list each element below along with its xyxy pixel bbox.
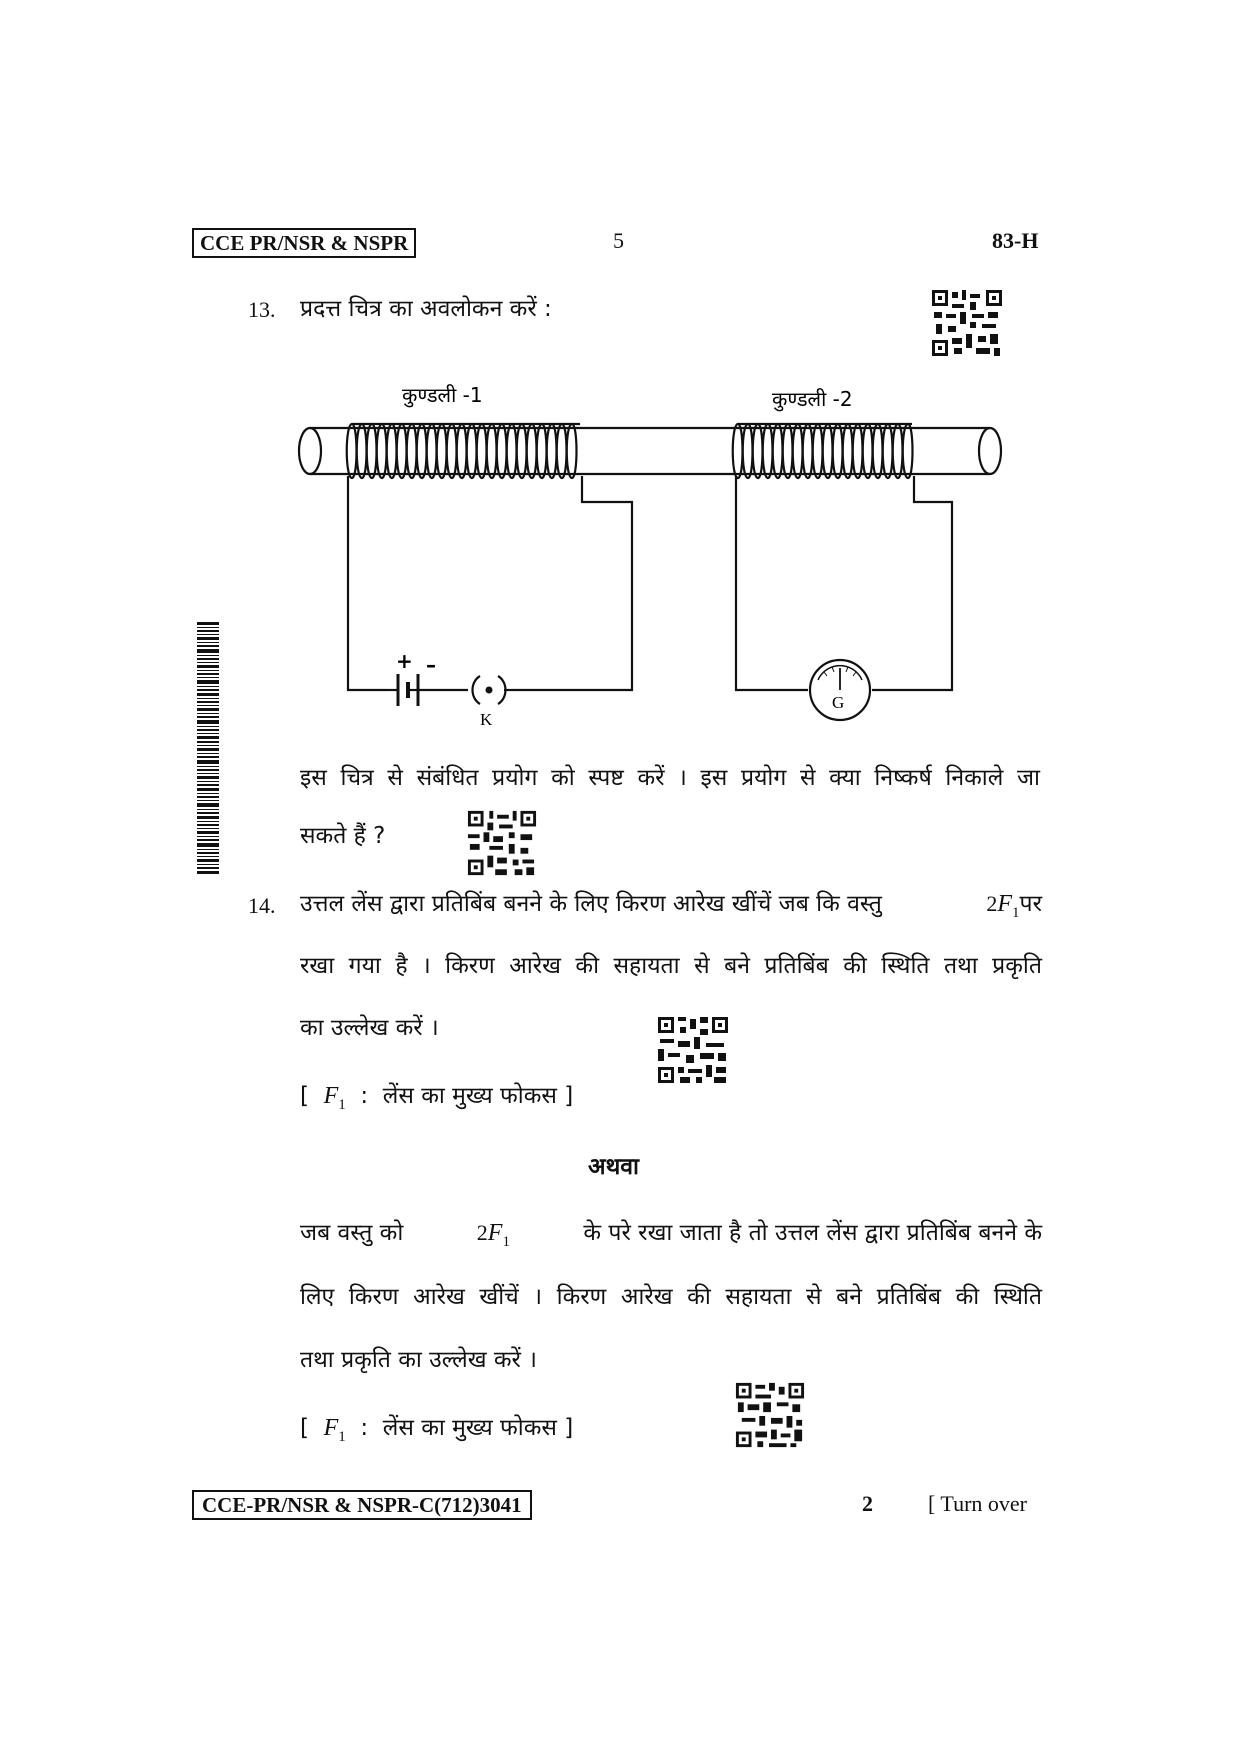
math-expression: $2F_1पर$ (986, 891, 1042, 921)
question-text-line: सकते हैं ? (300, 823, 386, 849)
rod-left-end (299, 428, 321, 474)
battery-icon (388, 674, 418, 706)
header-code: CCE PR/NSR & NSPR (192, 228, 416, 258)
qr-code-icon (466, 808, 538, 878)
coil-1-label: कुण्डली -1 (402, 383, 483, 407)
battery-plus-label: + (396, 649, 413, 673)
coil-2-label: कुण्डली -2 (772, 387, 853, 411)
question-text-line: जब वस्तु को $2F_1$ के परे रखा जाता है तो उत्तल लेंस द्वारा प्रतिबिंब बनने के (300, 1217, 1042, 1258)
sheet-number: 2 (862, 1491, 873, 1516)
question-number: 14. (248, 893, 276, 918)
math-expression: $2F_1$ (476, 1220, 510, 1250)
question-prompt: प्रदत्त चित्र का अवलोकन करें : (300, 296, 552, 322)
barcode-icon (197, 622, 219, 874)
induction-diagram (290, 380, 1010, 740)
qr-code-icon (656, 1015, 730, 1085)
question-text-line: तथा प्रकृति का उल्लेख करें । (300, 1347, 537, 1373)
paper-code: 83-H (992, 228, 1039, 253)
or-separator: अथवा (588, 1154, 640, 1180)
coil-1 (347, 424, 580, 478)
coil-2 (733, 424, 913, 478)
rod-right-end (979, 428, 1001, 474)
focus-note: [ $F_1$ : लेंस का मुख्य फोकस ] (300, 1083, 574, 1113)
galvanometer-label: G (832, 693, 845, 712)
footer-code: CCE-PR/NSR & NSPR-C(712)3041 (192, 1490, 532, 1520)
question-text-line: का उल्लेख करें । (300, 1015, 439, 1041)
key-icon (440, 676, 512, 704)
qr-code-icon (734, 1380, 806, 1450)
circuit-1-right-wire (512, 476, 632, 690)
line-text: उत्तल लेंस द्वारा प्रतिबिंब बनने के लिए किरण आरेख खींचें जब कि वस्तु (300, 891, 882, 917)
focus-note: [ $F_1$ : लेंस का मुख्य फोकस ] (300, 1415, 574, 1445)
page-number: 5 (613, 228, 624, 253)
key-contact-dot (486, 687, 493, 694)
circuit-2-left-wire (736, 476, 808, 690)
question-text-line: लिए किरण आरेख खींचें । किरण आरेख की सहायता से बने प्रतिबिंब की स्थिति (300, 1284, 1042, 1310)
question-text-line: रखा गया है । किरण आरेख की सहायता से बने प्रतिबिंब की स्थिति तथा प्रकृति (300, 953, 1042, 979)
qr-code-icon (930, 288, 1004, 358)
question-text-line: इस चित्र से संबंधित प्रयोग को स्पष्ट करें । इस प्रयोग से क्या निष्कर्ष निकाले जा (300, 765, 1040, 791)
question-text-line (300, 888, 1042, 929)
turn-over-label: [ Turn over (928, 1491, 1028, 1516)
battery-minus-label: – (426, 653, 436, 677)
circuit-2-right-wire (872, 476, 952, 690)
question-number: 13. (248, 297, 276, 322)
key-label: K (480, 710, 493, 729)
circuit-1-left-wire (348, 476, 388, 690)
